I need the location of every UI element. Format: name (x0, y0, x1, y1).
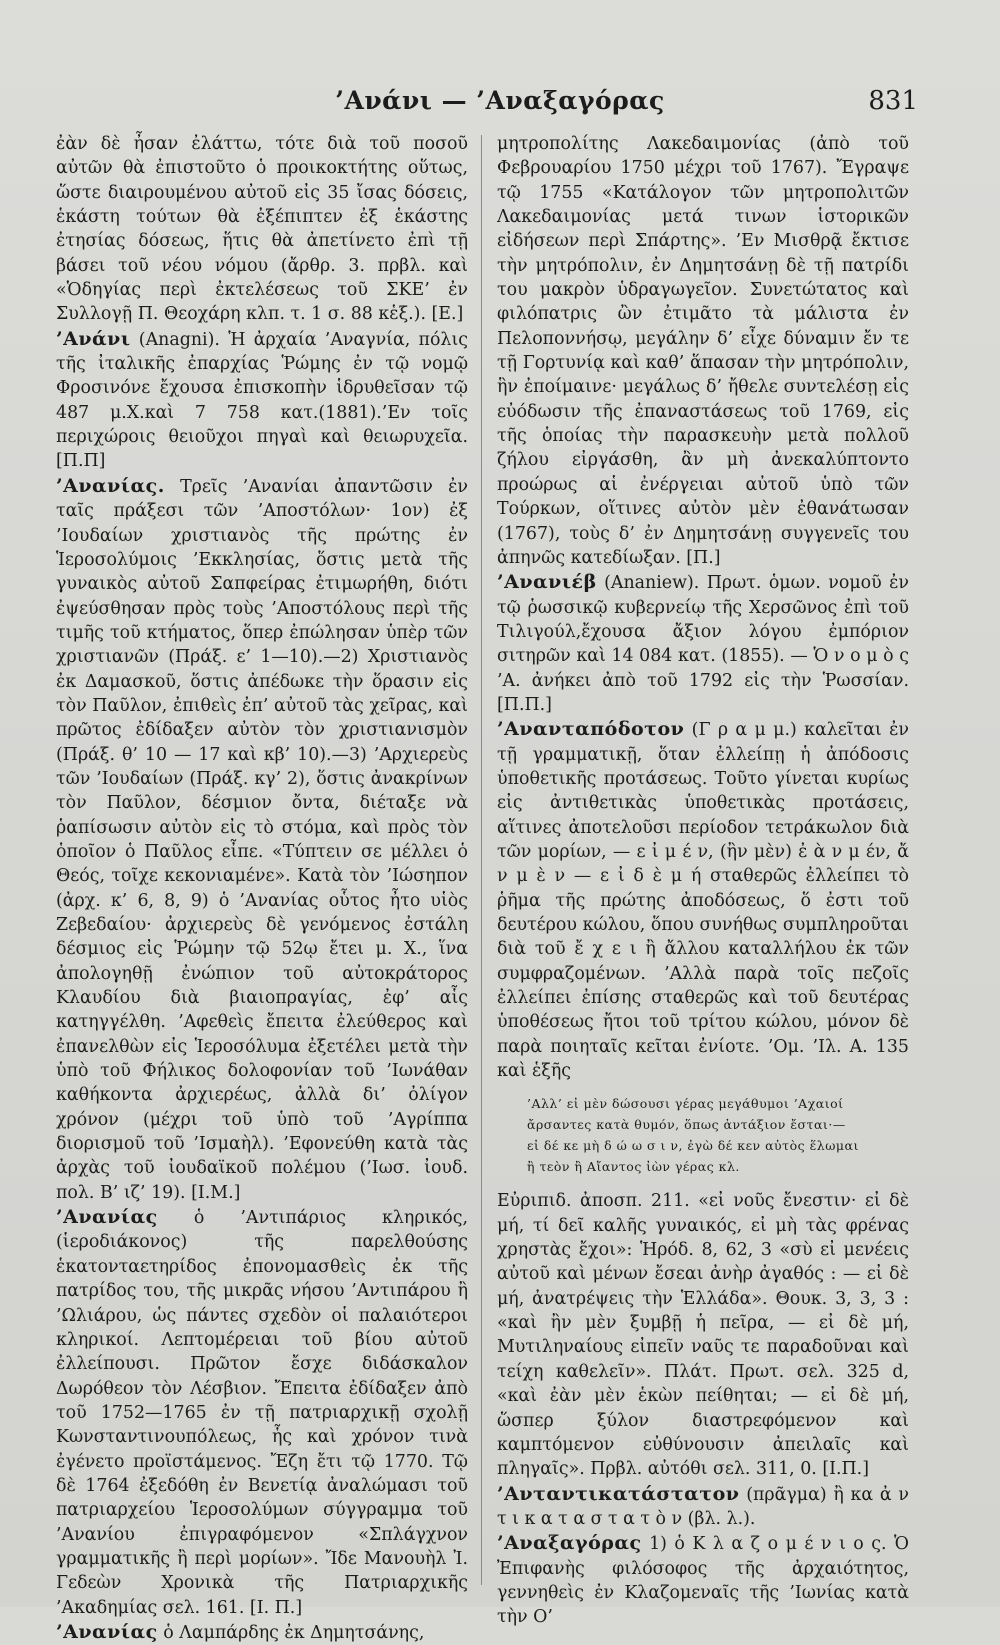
lemma-anaxagoras: ’Αναξαγόρας (497, 1532, 642, 1555)
quote-line: ’Αλλ’ εἰ μὲν δώσουσι γέρας μεγάθυμοι ’Αχαιοί (527, 1096, 844, 1112)
quote-line: ἢ τεὸν ἢ Αἴαντος ἰὼν γέρας κλ. (527, 1159, 740, 1175)
lemma-ananias-antiparios: ’Ανανίας (56, 1206, 158, 1229)
entry-text: (Γ ρ α μ μ.) καλεῖται ἐν τῇ γραμματικῇ, ὅταν ἐλλείπῃ ἡ ἀπόδοσις ὑποθετικῆς προτάσεως. Τοῦτο γίνεται κυρίως εἰς ἀντιθετικὰς ὑποθετικὰς προτάσεις, αἵτινες ἀποτελοῦσι περίοδον τετράκωλον διὰ τῶν μορίων, — ε ἰ μ έ ν, (ἢν μὲν) ἐ ὰ ν μ έν, ἄ ν μ ὲ ν — ε ἰ δ ὲ μ ή σταθερῶς ἐλλείπει τὸ ῥῆμα τῆς πρώτης ἀποδόσεως, ὅ ἐστι τοῦ δευτέρου κώλου, ὅπου συνήθως συμπληροῦται διὰ τοῦ ἔ χ ε ι ἢ ἄλλου καταλλήλου ἐκ τῶν συμφραζομένων. ’Αλλὰ παρὰ τοῖς πεζοῖς ἐλλείπει ἐπίσης σταθερῶς καὶ τοῦ δευτέρας ὑποθέσεως ἤτοι τοῦ τρίτου κώλου, μόνον δὲ παρὰ ποιηταῖς κεῖται ἐνίοτε. ’Ομ. ’Ιλ. Α. 135 καὶ ἑξῆς (497, 720, 909, 1082)
entry-ananias-2 (56, 1205, 468, 1620)
entry-text: 1) ὁ Κ λ α ζ ο μ έ ν ι ο ς. Ὁ Ἐπιφανὴς φιλόσοφος τῆς ἀρχαιότητος, γεννηθεὶς ἐν Κλαζομεναῖς τῆς ’Ιωνίας κατὰ τὴν Ο’ (497, 1534, 909, 1628)
quote-line: εἰ δέ κε μὴ δ ώ ω σ ι ν, ἐγὼ δέ κεν αὐτὸς ἕλωμαι (527, 1138, 859, 1154)
entry-ananias-1 (56, 474, 468, 1205)
continuation-paragraph: μητροπολίτης Λακεδαιμονίας (ἀπὸ τοῦ Φεβρουαρίου 1750 μέχρι τοῦ 1767). Ἔγραψε τῷ 1755 «Κατάλογον τῶν μητροπολιτῶν Λακεδαιμονίας μετά τινων ἱστορικῶν εἰδήσεων περὶ Σπάρτης». ’Εν Μισθρᾷ ἔκτισε τὴν μητρόπολιν, ἐν Δημητσάνῃ δὲ τῇ πατρίδι του μακρὸν ὑδραγωγεῖον. Συνετώτατος καὶ φιλόπατρις ὢν ἐτιμᾶτο τὰ μάλιστα ἐν Πελοποννήσῳ, μεγάλην δ’ εἶχε δύναμιν ἔν τε τῇ Γορτυνίᾳ καὶ καθ’ ἅπασαν τὴν μητρόπολιν, ἣν ἐποίμαινε· μεγάλως δ’ ἤθελε συντελέσῃ εἰς εὐόδωσιν τῆς ἐπαναστάσεως τοῦ 1769, εἰς τῆς ὁποίας τὴν παρασκευὴν μετὰ πολλοῦ ζήλου εἰργάσθη, ἂν μὴ ἀνεκαλύπτοντο προώρως αἱ ἐνέργειαι αὐτοῦ ὑπὸ τῶν Τούρκων, οἵτινες αὐτὸν μὲν ἐθανάτωσαν (1767), τοὺς δ’ ἐν Δημητσάνῃ συγγενεῖς του ἀπηνῶς κατεδίωξαν. [Π.] (497, 134, 909, 568)
entry-anantapodoton (497, 717, 909, 1083)
page-number: 831 (868, 86, 918, 116)
right-column (497, 132, 909, 1630)
entry-text: ὁ ’Αντιπάριος κληρικός, (ἱεροδιάκονος) τῆς παρελθούσης ἑκατονταετηρίδος ἐπονομασθεὶς ἐκ τῆς πατρίδος του, τῆς μικρᾶς νήσου ’Αντιπάρου ἢ ’Ωλιάρου, ὡς πάντες σχεδὸν οἱ παλαιότεροι κληρικοί. Λεπτομέρειαι τοῦ βίου αὐτοῦ ἐλλείπουσι. Πρῶτον ἔσχε διδάσκαλον Δωρόθεον τὸν Λέσβιον. Ἔπειτα ἐδίδαξεν ἀπὸ τοῦ 1752—1765 ἐν τῇ πατριαρχικῇ σχολῇ Κωνσταντινουπόλεως, ἧς καὶ χρόνον τινὰ ἐγένετο προϊστάμενος. Ἔζη ἔτι τῷ 1770. Τῷ δὲ 1764 ἐξεδόθη ἐν Βενετίᾳ ἀναλώμασι τοῦ πατριαρχείου Ἱεροσολύμων σύγγραμμα τοῦ ’Ανανίου ἐπιγραφόμενον «Σπλάγχνον γραμματικῆς ἢ περὶ μορίων». Ἴδε Μανουὴλ Ἰ. Γεδεὼν Χρονικὰ τῆς Πατριαρχικῆς ’Ακαδημίας σελ. 161. [Ι. Π.] (56, 1208, 468, 1618)
entry-text: (Ananiew). Πρωτ. ὁμων. νομοῦ ἐν τῷ ῥωσσικῷ κυβερνείῳ τῆς Χερσῶνος ἐπὶ τοῦ Τιλιγούλ,ἔχουσα ἄξιον λόγου ἐμπόριον σιτηρῶν καὶ 14 084 κατ. (1855). — Ὁ ν ο μ ὸ ς ’Α. ἀνήκει ἀπὸ τοῦ 1792 εἰς τὴν Ῥωσσίαν. [Π.Π.] (497, 573, 909, 715)
entry-anantikatastaton (497, 1482, 909, 1532)
lemma-anantapodoton: ’Ανανταπόδοτον (497, 718, 685, 741)
entry-anani (56, 327, 468, 474)
column-divider (481, 135, 482, 1585)
entry-text: (Anagni). Ἡ ἀρχαία ’Αναγνία, πόλις τῆς ἰταλικῆς ἐπαρχίας Ῥώμης ἐν τῷ νομῷ Φροσινόνε ἔχουσα ἐπισκοπὴν ἱδρυθεῖσαν τῷ 487 μ.Χ.καὶ 7 758 κατ.(1881).’Εν τοῖς περιχώροις θειοῦχοι πηγαὶ καὶ θειωρυχεῖα. [Π.Π] (56, 329, 468, 472)
lemma-ananiev: ’Ανανιέβ (497, 571, 597, 594)
quote-line: ἄρσαντες κατὰ θυμόν, ὅπως ἀντάξιον ἔσται·— (527, 1117, 846, 1133)
continuation-paragraph: ἐὰν δὲ ἦσαν ἐλάττω, τότε διὰ τοῦ ποσοῦ αὐτῶν θὰ ἐπιστοῦτο ὁ προικοκτήτης οὕτως, ὥστε διαιρουμένου αὐτοῦ εἰς 35 ἴσας δόσεις, ἑκάστη τούτων θὰ ἐξέπιπτεν ἐξ ἑκάστης ἐτησίας δόσεως, ἥτις θὰ ἀπετίνετο ἐπὶ τῇ βάσει τοῦ νέου νόμου (ἄρθρ. 3. πρβλ. καὶ «Ὁδηγίας περὶ ἐκτελέσεως τοῦ ΣΚΕ’ ἐν Συλλογῇ Π. Θεοχάρη κλπ. τ. 1 σ. 88 κἑξ.). [Ε.] (56, 134, 468, 325)
entry-ananias-3 (56, 1620, 468, 1645)
entry-anaxagoras (497, 1531, 909, 1629)
entry-ananiev (497, 570, 909, 717)
lemma-anantikatastaton: ’Ανταντικατάστατον (497, 1482, 740, 1505)
lemma-ananias: ’Ανανίας. (56, 474, 165, 497)
entry-text: (πρᾶγμα) ἢ κα ἀ ν τ ι κ α τ α σ τ α τ ὸ ν (βλ. λ.). (497, 1484, 909, 1529)
lemma-anani: ’Ανάνι (56, 327, 131, 350)
entry-text: ὁ Λαμπάρδης ἐκ Δημητσάνης, (157, 1622, 425, 1643)
homer-quote (527, 1093, 909, 1177)
lemma-ananias-lampardis: ’Ανανίας (56, 1620, 158, 1643)
running-header: ’Ανάνι — ’Αναξαγόρας (335, 86, 665, 115)
left-column (56, 132, 468, 1645)
citations-paragraph: Εὐριπιδ. ἀποσπ. 211. «εἰ νοῦς ἔνεστιν· εἰ δὲ μή, τί δεῖ καλῆς γυναικός, εἰ μὴ τὰς φρένας χρηστὰς ἔχοι»: Ἡρόδ. 8, 62, 3 «σὺ εἰ μενέεις αὐτοῦ καὶ μένων ἔσεαι ἀνὴρ ἀγαθός : — εἰ δὲ μή, ἀνατρέψεις τὴν Ἑλλάδα». Θουκ. 3, 3, 3 : «καὶ ἢν μὲν ξυμβῇ ἡ πεῖρα, — εἰ δὲ μή, Μυτιληναίους εἰπεῖν ναῦς τε παραδοῦναι καὶ τείχη καθελεῖν». Πλάτ. Πρωτ. σελ. 325 d, «καὶ ἐὰν μὲν ἑκὼν πείθηται; — εἰ δὲ μή, ὥσπερ ξύλον διαστρεφόμενον καὶ καμπτόμενον εὐθύνουσιν ἀπειλαῖς καὶ πληγαῖς». Πρβλ. αὐτόθι σελ. 311, 0. [Ι.Π.] (497, 1191, 909, 1480)
entry-text: Τρεῖς ’Ανανίαι ἀπαντῶσιν ἐν ταῖς πράξεσι τῶν ’Αποστόλων· 1ον) ἐξ ’Ιουδαίων χριστιανὸς τῆς πρώτης ἐν Ἱεροσολύμοις ’Εκκλησίας, ὅστις μετὰ τῆς γυναικὸς αὐτοῦ Σαπφείρας ἐτιμωρήθη, διότι ἐψεύσθησαν πρὸς τοὺς ’Αποστόλους περὶ τῆς τιμῆς τοῦ κτήματος, ὅπερ ἐπώλησαν ὑπὲρ τῶν χριστιανῶν (Πράξ. ε’ 1—10).—2) Χριστιανὸς ἐκ Δαμασκοῦ, ὅστις ἀπέδωκε τὴν ὅρασιν εἰς τὸν Παῦλον, ἐπιθεὶς ἐπ’ αὐτοῦ τὰς χεῖρας, καὶ πρῶτος ἐδίδαξεν αὐτὸν τὸν χριστιανισμὸν (Πράξ. θ’ 10 — 17 καὶ κβ’ 10).—3) ’Αρχιερεὺς τῶν ’Ιουδαίων (Πράξ. κγ’ 2), ὅστις ἀνακρίνων τὸν Παῦλον, δέσμιον ὄντα, διέταξε νὰ ῥαπίσωσιν αὐτὸν εἰς τὸ στόμα, καὶ πρὸς τὸν ὁποῖον ὁ Παῦλος εἶπε. «Τύπτειν σε μέλλει ὁ Θεός, τοῖχε κεκονιαμένε». Κατὰ τὸν ’Ιώσηπον (ἀρχ. κ’ 6, 8, 9) ὁ ’Ανανίας οὗτος ἦτο υἱὸς Ζεβεδαίου· ἀρχιερεὺς δὲ γενόμενος ἐστάλη δέσμιος εἰς Ῥώμην τῷ 52ῳ ἔτει μ. Χ., ἵνα ἀπολογηθῇ ἐνώπιον τοῦ αὐτοκράτορος Κλαυδίου διὰ βιαιοπραγίας, ἐφ’ αἷς κατηγγέλθη. ’Αφεθεὶς ἔπειτα ἐλεύθερος καὶ ἐπανελθὼν εἰς Ἱεροσόλυμα ἐξετέλει μετὰ τὴν ὑπὸ τοῦ Φήλικος δολοφονίαν τοῦ ’Ιωνάθαν καθήκοντα ἀρχιερέως, ἀλλὰ δι’ ὀλίγον χρόνον (μέχρι τοῦ ὑπὸ τοῦ ’Αγρίππα διορισμοῦ τοῦ ’Ισμαὴλ). ’Εφονεύθη κατὰ τὰς ἀρχὰς τοῦ ἰουδαϊκοῦ πολέμου (’Ιωσ. ἰουδ. πολ. Β’ ιζ’ 19). [Ι.Μ.] (56, 476, 468, 1203)
